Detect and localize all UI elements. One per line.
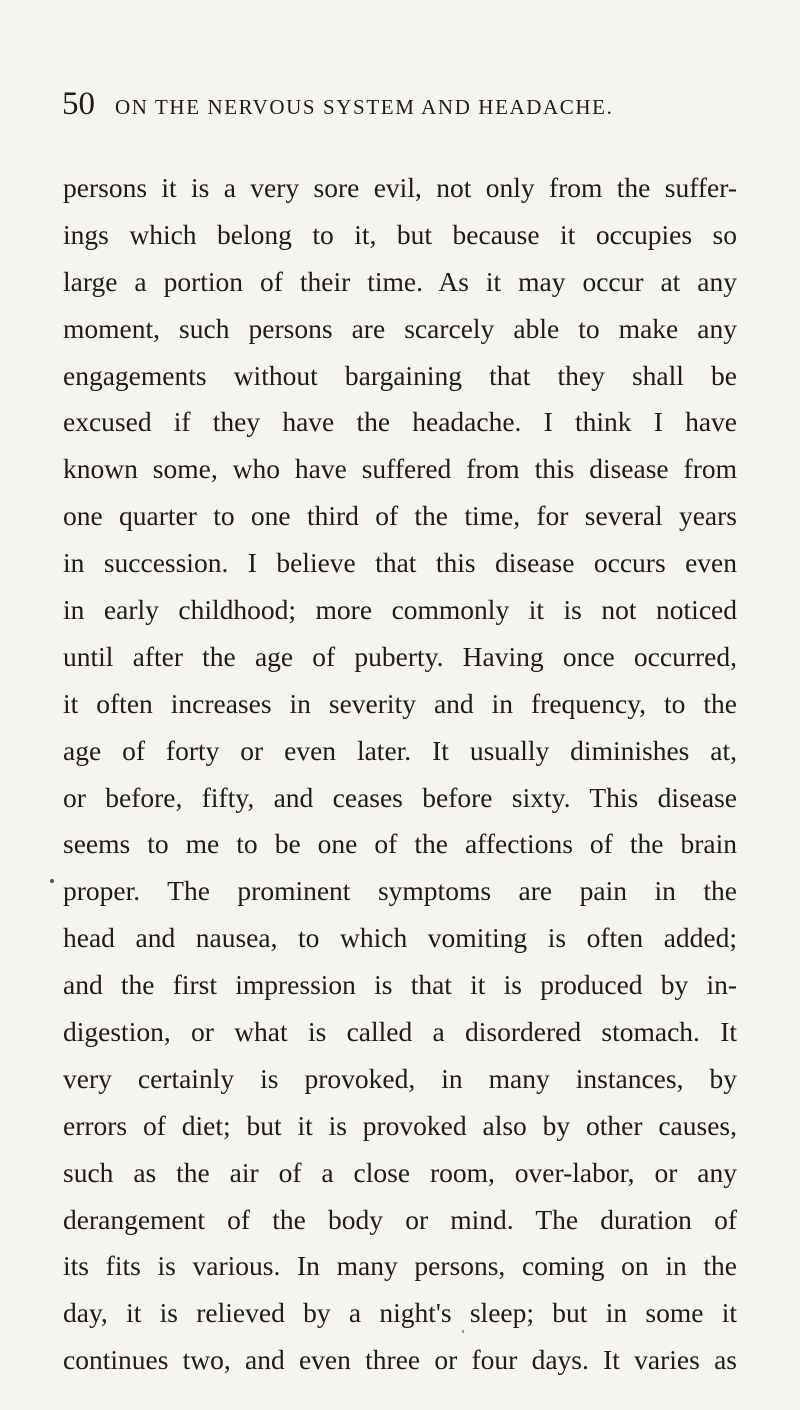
text-line: engagements without bargaining that they shall be: [63, 359, 737, 391]
text-line: proper. The prominent symptoms are pain in the: [63, 875, 737, 907]
text-line: ings which belong to it, but because it occupies so: [63, 218, 737, 250]
text-line: known some, who have suffered from this disease from: [63, 453, 737, 485]
text-line: and the first impression is that it is produced by in-: [63, 969, 737, 1001]
page-header: [62, 86, 712, 126]
text-line: persons it is a very sore evil, not only from the suffer-: [63, 172, 737, 203]
text-line: it often increases in severity and in frequency, to the: [63, 687, 737, 719]
text-line: age of forty or even later. It usually diminishes at,: [63, 734, 737, 766]
text-line: day, it is relieved by a night's sleep; but in some it: [63, 1297, 737, 1329]
text-line: excused if they have the headache. I think I have: [63, 406, 737, 438]
text-line: in succession. I believe that this disease occurs even: [63, 547, 737, 579]
text-line: seems to me to be one of the affections of the brain: [63, 828, 737, 860]
text-line: continues two, and even three or four days. It varies as: [63, 1344, 737, 1376]
text-line: its fits is various. In many persons, coming on in the: [63, 1250, 737, 1282]
running-head: ON THE NERVOUS SYSTEM AND HEADACHE.: [115, 95, 614, 119]
text-line: in early childhood; more commonly it is not noticed: [63, 594, 737, 626]
text-line: or before, fifty, and ceases before sixty. This disease: [63, 781, 737, 813]
text-line: head and nausea, to which vomiting is often added;: [63, 922, 737, 954]
text-line: such as the air of a close room, over-labor, or any: [63, 1156, 737, 1188]
text-line: very certainly is provoked, in many instances, by: [63, 1062, 737, 1094]
text-line: moment, such persons are scarcely able to make any: [63, 312, 737, 344]
margin-mark: [50, 879, 54, 883]
text-line: derangement of the body or mind. The duration of: [63, 1203, 737, 1235]
text-line: until after the age of puberty. Having once occurred,: [63, 640, 737, 672]
page-number: 50: [62, 86, 95, 122]
text-line: large a portion of their time. As it may occur at any: [63, 265, 737, 297]
body-text: [63, 165, 737, 1384]
text-line: one quarter to one third of the time, for several years: [63, 500, 737, 532]
text-line: digestion, or what is called a disordered stomach. It: [63, 1016, 737, 1048]
text-line: errors of diet; but it is provoked also by other causes,: [63, 1109, 737, 1141]
